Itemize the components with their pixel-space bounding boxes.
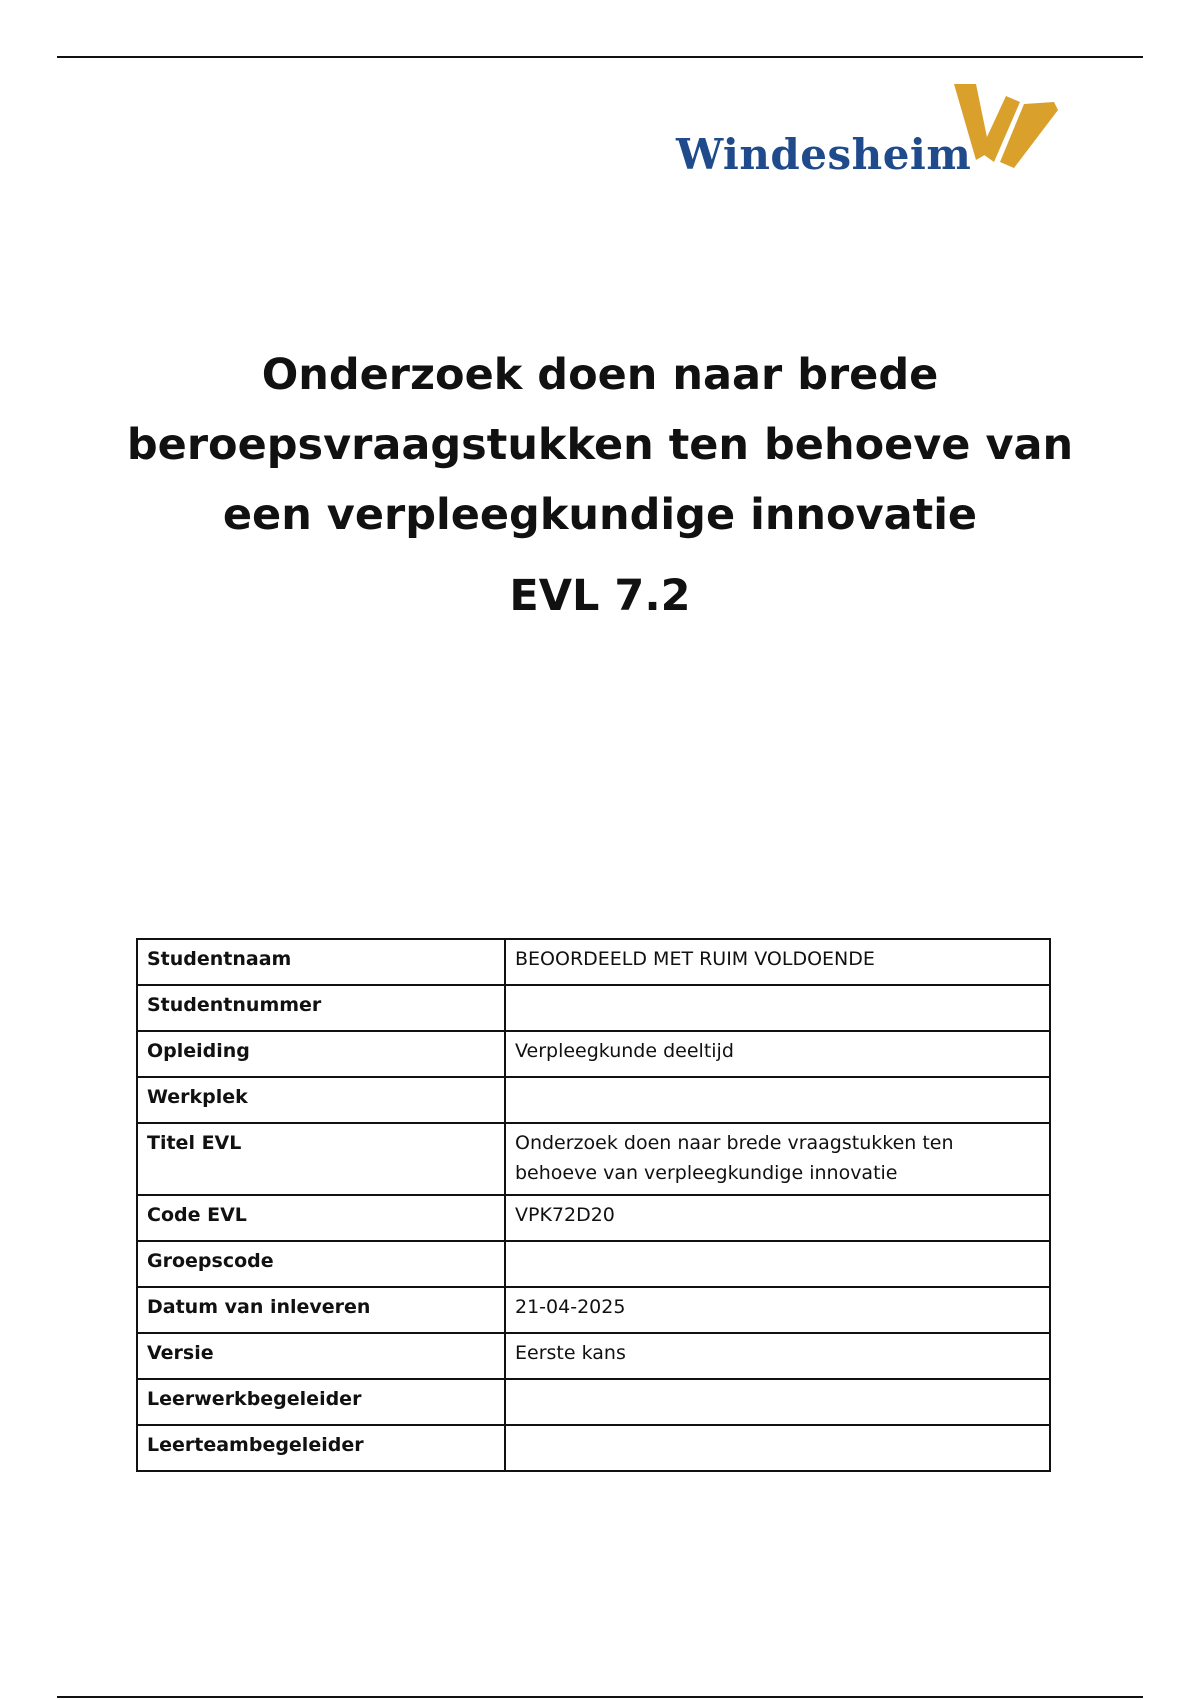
student-info-table xyxy=(136,938,1051,1472)
row-value: Eerste kans xyxy=(505,1333,1050,1379)
row-label: Werkplek xyxy=(137,1077,505,1123)
row-value xyxy=(505,1379,1050,1425)
row-value xyxy=(505,1077,1050,1123)
table-row xyxy=(137,1123,1050,1195)
windesheim-logo xyxy=(670,82,1070,192)
row-label: Datum van inleveren xyxy=(137,1287,505,1333)
row-label: Opleiding xyxy=(137,1031,505,1077)
row-value xyxy=(505,1241,1050,1287)
row-label: Studentnummer xyxy=(137,985,505,1031)
table-row xyxy=(137,1333,1050,1379)
document-title xyxy=(100,340,1100,550)
row-label: Versie xyxy=(137,1333,505,1379)
table-row xyxy=(137,1195,1050,1241)
row-label: Code EVL xyxy=(137,1195,505,1241)
table-row xyxy=(137,1379,1050,1425)
row-value: 21-04-2025 xyxy=(505,1287,1050,1333)
table-row xyxy=(137,985,1050,1031)
row-value: VPK72D20 xyxy=(505,1195,1050,1241)
logo-wordmark: Windesheim xyxy=(676,130,972,179)
row-label: Titel EVL xyxy=(137,1123,505,1195)
row-label: Studentnaam xyxy=(137,939,505,985)
row-value xyxy=(505,985,1050,1031)
title-line-1: Onderzoek doen naar brede xyxy=(261,350,939,400)
title-line-2: beroepsvraagstukken ten behoeve van xyxy=(126,420,1074,470)
row-value xyxy=(505,1425,1050,1471)
table-row xyxy=(137,1425,1050,1471)
windesheim-w-logo-icon xyxy=(950,82,1060,174)
table-row xyxy=(137,939,1050,985)
row-value: BEOORDEELD MET RUIM VOLDOENDE xyxy=(505,939,1050,985)
table-row xyxy=(137,1287,1050,1333)
top-rule xyxy=(57,56,1143,58)
row-label: Groepscode xyxy=(137,1241,505,1287)
bottom-rule xyxy=(57,1696,1143,1698)
row-label: Leerteambegeleider xyxy=(137,1425,505,1471)
row-label: Leerwerkbegeleider xyxy=(137,1379,505,1425)
document-subtitle: EVL 7.2 xyxy=(509,571,691,621)
table-row xyxy=(137,1031,1050,1077)
table-row xyxy=(137,1077,1050,1123)
table-row xyxy=(137,1241,1050,1287)
row-value: Onderzoek doen naar brede vraagstukken ten behoeve van verpleegkundige innovatie xyxy=(505,1123,1050,1195)
title-line-3: een verpleegkundige innovatie xyxy=(222,490,978,540)
row-value: Verpleegkunde deeltijd xyxy=(505,1031,1050,1077)
